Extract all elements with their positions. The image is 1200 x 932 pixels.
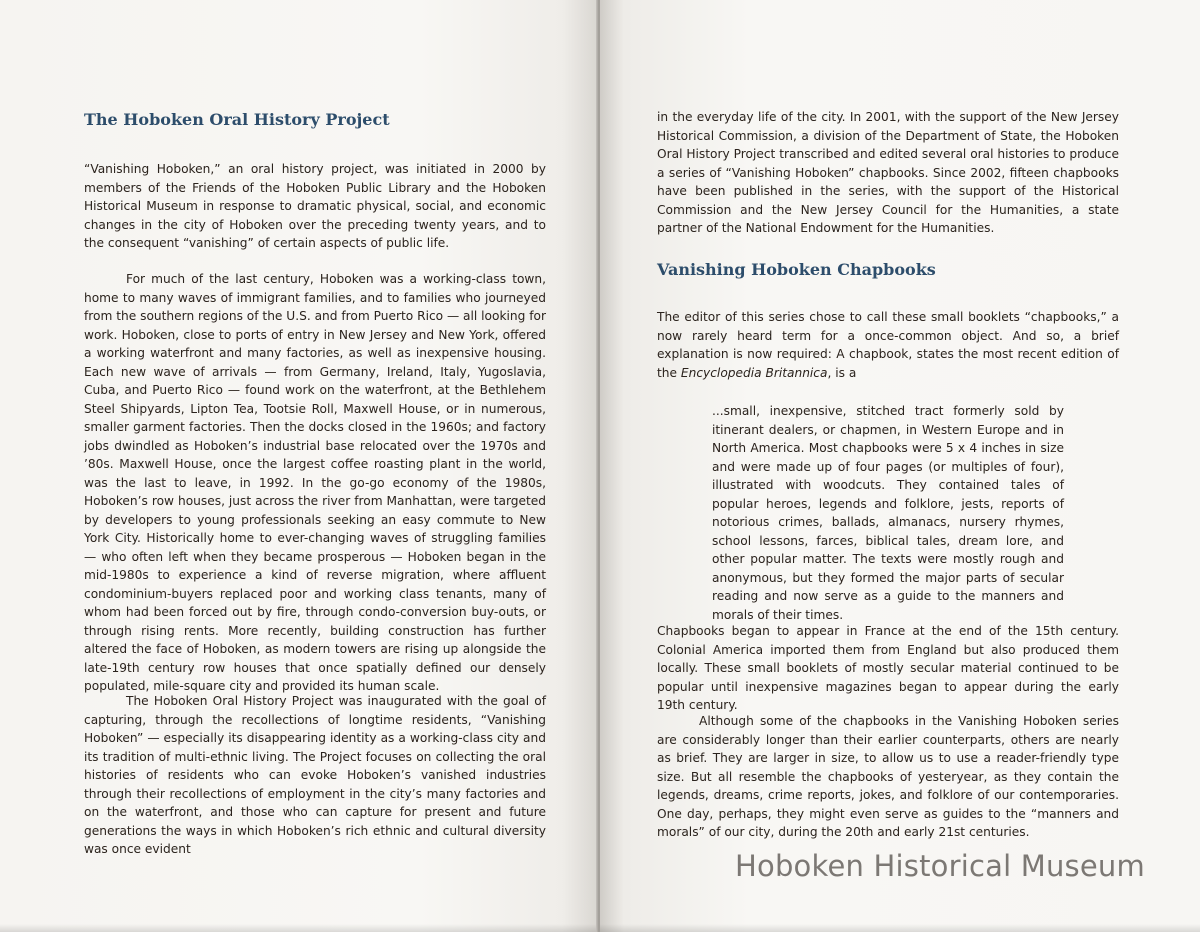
right-page-heading: Vanishing Hoboken Chapbooks [657, 260, 936, 279]
right-paragraph-1: in the everyday life of the city. In 2001, with the support of the New Jersey Historical Commission, a division of the Department of State, the Hoboken Oral History Project transcribed and edited several oral histories to produce a series of “Vanishing Hoboken” chapbooks. Since 2002, fifteen chapbooks have been published in the series, with the support of the Historical Commission and the New Jersey Council for the Humanities, a state partner of the National Endowment for the Humanities. [657, 110, 1119, 235]
right-paragraph-2-text: The editor of this series chose to call these small booklets “chapbooks,” a now rarely heard term for a once-common object. And so, a brief explanation is now required: A chapbook, states the most recent edition of the [657, 310, 1119, 380]
page-shadow [600, 924, 1200, 932]
left-page [0, 0, 598, 932]
right-paragraph-2 [657, 308, 1119, 382]
left-page-heading: The Hoboken Oral History Project [84, 110, 390, 129]
left-paragraph-3: The Hoboken Oral History Project was inaugurated with the goal of capturing, through the recollections of longtime residents, “Vanishing Hoboken” — especially its disappearing identity as a working-class city and its tradition of multi-ethnic living. The Project focuses on collecting the oral histories of residents who can evoke Hoboken’s vanished industries through their recollections of employment in the city’s many factories and on the waterfront, and those who can capture for present and future generations the ways in which Hoboken’s rich ethnic and cultural diversity was once evident [84, 694, 546, 856]
page-shadow [0, 924, 598, 932]
right-paragraph-3: Chapbooks began to appear in France at the end of the 15th century. Colonial America imported them from England but also produced them locally. These small booklets of mostly secular material continued to be popular until inexpensive magazines began to appear during the early 19th century. [657, 624, 1119, 712]
right-paragraph-2-end: , is a [827, 365, 857, 380]
right-page [600, 0, 1200, 932]
block-quote: ...small, inexpensive, stitched tract formerly sold by itinerant dealers, or chapmen, in Western Europe and in North America. Most chapbooks were 5 x 4 inches in size and were made up of four pages (or multiples of four), illustrated with woodcuts. They contained tales of popular heroes, legends and folklore, jests, reports of notorious crimes, ballads, almanacs, nursery rhymes, school lessons, farces, biblical tales, dream lore, and other popular matter. The texts were mostly rough and anonymous, but they formed the major parts of secular reading and now serve as a guide to the manners and morals of their times. [712, 404, 1064, 622]
left-paragraph-1: “Vanishing Hoboken,” an oral history project, was initiated in 2000 by members of the Friends of the Hoboken Public Library and the Hoboken Historical Museum in response to dramatic physical, social, and economic changes in the city of Hoboken over the preceding twenty years, and to the consequent “vanishing” of certain aspects of public life. [84, 162, 546, 250]
left-paragraph-2: For much of the last century, Hoboken was a working-class town, home to many waves of immigrant families, and to families who journeyed from the southern regions of the U.S. and from Puerto Rico — all looking for work. Hoboken, close to ports of entry in New Jersey and New York, offered a working waterfront and many factories, as well as inexpensive housing. Each new wave of arrivals — from Germany, Ireland, Italy, Yugoslavia, Cuba, and Puerto Rico — found work on the waterfront, at the Bethlehem Steel Shipyards, Lipton Tea, Tootsie Roll, Maxwell House, or in numerous, smaller garment factories. Then the docks closed in the 1960s; and factory jobs dwindled as Hoboken’s industrial base relocated over the 1970s and ’80s. Maxwell House, once the largest coffee roasting plant in the world, was the last to leave, in 1992. In the go-go economy of the 1980s, Hoboken’s row houses, just across the river from Manhattan, were targeted by developers to young professionals seeking an easy commute to New York City. Historically home to ever-changing waves of struggling families — who often left when they became prosperous — Hoboken began in the mid-1980s to experience a kind of reverse migration, where affluent condominium-buyers replaced poor and working class tenants, many of whom had been forced out by fire, through condo-conversion buy-outs, or through rising rents. More recently, building construction has further altered the face of Hoboken, as modern towers are rising up alongside the late-19th century row houses that once spatially defined our densely populated, mile-square city and provided its human scale. [84, 272, 546, 693]
right-paragraph-4: Although some of the chapbooks in the Vanishing Hoboken series are considerably longer than their earlier counterparts, others are nearly as brief. They are larger in size, to allow us to use a reader-friendly type size. But all resemble the chapbooks of yesteryear, as they contain the legends, dreams, crime reports, jokes, and folklore of our contemporaries. One day, perhaps, they might even serve as guides to the “manners and morals” of our city, during the 20th and early 21st centuries. [657, 714, 1119, 839]
museum-watermark: Hoboken Historical Museum [735, 849, 1145, 883]
encyclopedia-title: Encyclopedia Britannica [680, 365, 828, 380]
